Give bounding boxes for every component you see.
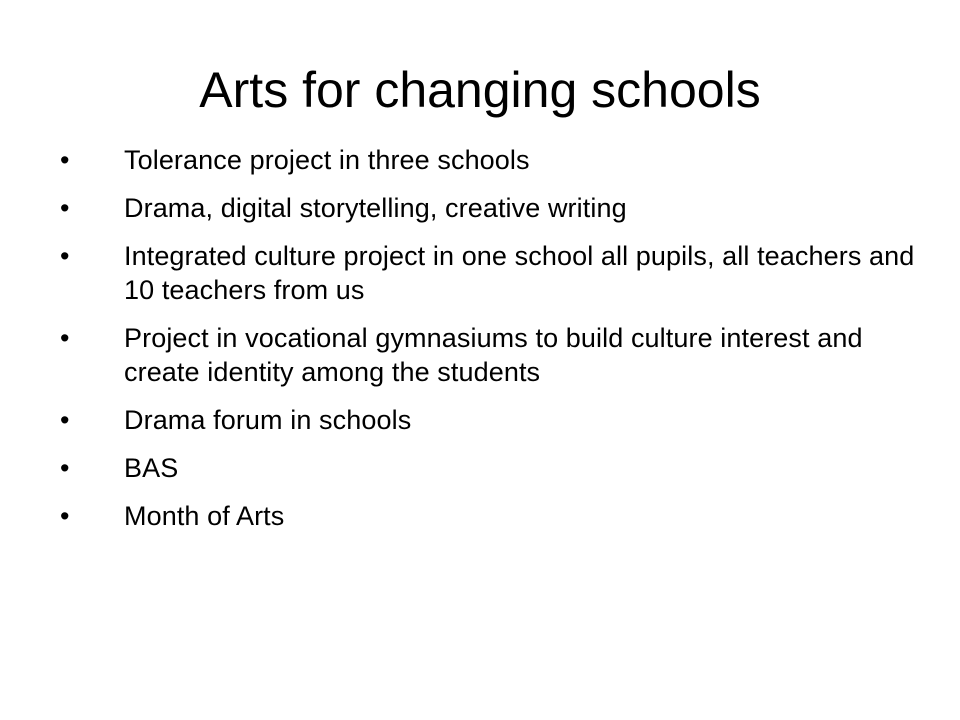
bullet-text: BAS: [124, 453, 179, 483]
bullet-text: Tolerance project in three schools: [124, 145, 530, 175]
bullet-item: [60, 403, 920, 437]
bullet-item: [60, 143, 920, 177]
bullet-item: [60, 451, 920, 485]
bullet-item: [60, 499, 920, 533]
bullet-text: Drama forum in schools: [124, 405, 412, 435]
bullet-item: [60, 191, 920, 225]
bullet-text: Integrated culture project in one school all pupils, all teachers and 10 teachers from us: [124, 241, 915, 305]
bullet-dot-icon: •: [60, 323, 70, 353]
bullet-dot-icon: •: [60, 501, 70, 531]
bullet-item: [60, 239, 920, 307]
bullet-dot-icon: •: [60, 241, 70, 271]
bullet-text: Month of Arts: [124, 501, 285, 531]
bullet-dot-icon: •: [60, 145, 70, 175]
bullet-text: Drama, digital storytelling, creative writing: [124, 193, 627, 223]
bullet-dot-icon: •: [60, 405, 70, 435]
bullet-text: Project in vocational gymnasiums to build culture interest and create identity among the students: [124, 323, 863, 387]
bullet-list: [60, 143, 920, 547]
bullet-dot-icon: •: [60, 453, 70, 483]
bullet-item: [60, 321, 920, 389]
slide-title: Arts for changing schools: [199, 62, 761, 118]
bullet-dot-icon: •: [60, 193, 70, 223]
